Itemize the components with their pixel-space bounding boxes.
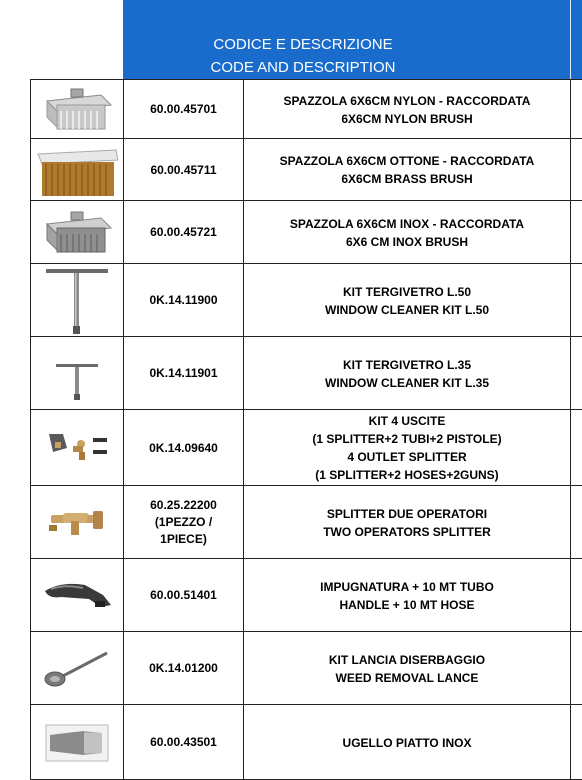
brass-brush-icon xyxy=(32,142,122,198)
product-code: 60.00.51401 xyxy=(150,588,217,602)
table-row xyxy=(30,201,582,264)
weed-lance-icon xyxy=(41,649,113,689)
description-it: KIT LANCIA DISERBAGGIO xyxy=(328,652,486,667)
description-en: WINDOW CLEANER KIT L.35 xyxy=(325,375,489,390)
description-en: WINDOW CLEANER KIT L.50 xyxy=(325,302,489,317)
table-header xyxy=(123,0,582,79)
description-en: TWO OPERATORS SPLITTER xyxy=(323,524,491,539)
product-code: 0K.14.11901 xyxy=(149,366,218,380)
table-row xyxy=(30,264,582,337)
header-title-it: CODICE E DESCRIZIONE xyxy=(213,36,393,53)
product-description xyxy=(244,705,570,780)
product-description xyxy=(244,80,570,139)
product-image-cell xyxy=(30,80,123,139)
table-row xyxy=(30,410,582,486)
nylon-brush-icon xyxy=(41,87,113,133)
description-it: KIT TERGIVETRO L.35 xyxy=(342,357,471,372)
product-image-cell xyxy=(30,486,123,559)
product-image-cell xyxy=(30,139,123,201)
product-code-note: (1PEZZO / xyxy=(154,515,213,529)
product-image-cell xyxy=(30,559,123,632)
product-code: 0K.14.09640 xyxy=(149,440,218,455)
table-row xyxy=(30,139,582,201)
description-it: UGELLO PIATTO INOX xyxy=(342,735,472,750)
description-it: SPAZZOLA 6X6CM INOX - RACCORDATA xyxy=(289,216,525,231)
product-description xyxy=(244,201,570,264)
table-row xyxy=(30,559,582,632)
product-description xyxy=(244,337,570,410)
product-description xyxy=(244,632,570,705)
product-code-note: 1PIECE) xyxy=(160,532,207,546)
splitter-kit-icon xyxy=(41,430,113,466)
product-image-cell xyxy=(30,632,123,705)
product-code: 60.00.45701 xyxy=(150,102,217,116)
product-image-cell xyxy=(30,705,123,780)
description-en: 6X6 CM INOX BRUSH xyxy=(345,234,468,249)
header-title-en: CODE AND DESCRIPTION xyxy=(210,59,396,76)
table-row xyxy=(30,80,582,139)
table-row xyxy=(30,486,582,559)
product-description xyxy=(244,139,570,201)
product-description xyxy=(244,559,570,632)
product-code: 0K.14.01200 xyxy=(149,661,218,675)
table-row xyxy=(30,337,582,410)
handle-hose-icon xyxy=(41,579,113,613)
inox-brush-icon xyxy=(41,210,113,256)
product-image-cell xyxy=(30,201,123,264)
product-code: 60.00.43501 xyxy=(150,735,217,749)
table-row xyxy=(30,705,582,780)
product-image-cell xyxy=(30,410,123,486)
description-it: KIT 4 USCITE xyxy=(368,414,446,428)
product-image-cell xyxy=(30,264,123,337)
description-it: SPAZZOLA 6X6CM NYLON - RACCORDATA xyxy=(283,93,531,108)
brass-splitter-icon xyxy=(45,505,109,541)
table-row xyxy=(30,632,582,705)
description-it: KIT TERGIVETRO L.50 xyxy=(342,284,471,299)
description-it-detail: (1 SPLITTER+2 TUBI+2 PISTOLE) xyxy=(312,432,502,446)
product-code: 0K.14.11900 xyxy=(149,293,218,307)
description-it: IMPUGNATURA + 10 MT TUBO xyxy=(320,579,494,594)
flat-nozzle-icon xyxy=(44,723,110,763)
description-it: SPLITTER DUE OPERATORI xyxy=(326,506,488,521)
description-it: SPAZZOLA 6X6CM OTTONE - RACCORDATA xyxy=(279,154,535,168)
product-code: 60.00.45711 xyxy=(150,162,217,177)
description-en-detail: (1 SPLITTER+2 HOSES+2GUNS) xyxy=(315,468,499,482)
window-cleaner-long-icon xyxy=(42,266,112,336)
description-en: 4 OUTLET SPLITTER xyxy=(347,450,467,464)
description-en: HANDLE + 10 MT HOSE xyxy=(339,597,475,612)
product-image-cell xyxy=(30,337,123,410)
product-code xyxy=(124,486,243,559)
window-cleaner-short-icon xyxy=(52,346,102,402)
product-description xyxy=(244,264,570,337)
product-code: 60.00.45721 xyxy=(150,225,217,239)
description-en: 6X6CM BRASS BRUSH xyxy=(341,172,473,186)
description-en: 6X6CM NYLON BRUSH xyxy=(341,111,473,126)
product-code-line: 60.25.22200 xyxy=(150,498,217,512)
header-divider xyxy=(570,0,571,79)
header-title xyxy=(123,33,483,79)
description-en: WEED REMOVAL LANCE xyxy=(335,670,479,685)
product-description xyxy=(244,486,570,559)
product-description xyxy=(244,410,570,486)
